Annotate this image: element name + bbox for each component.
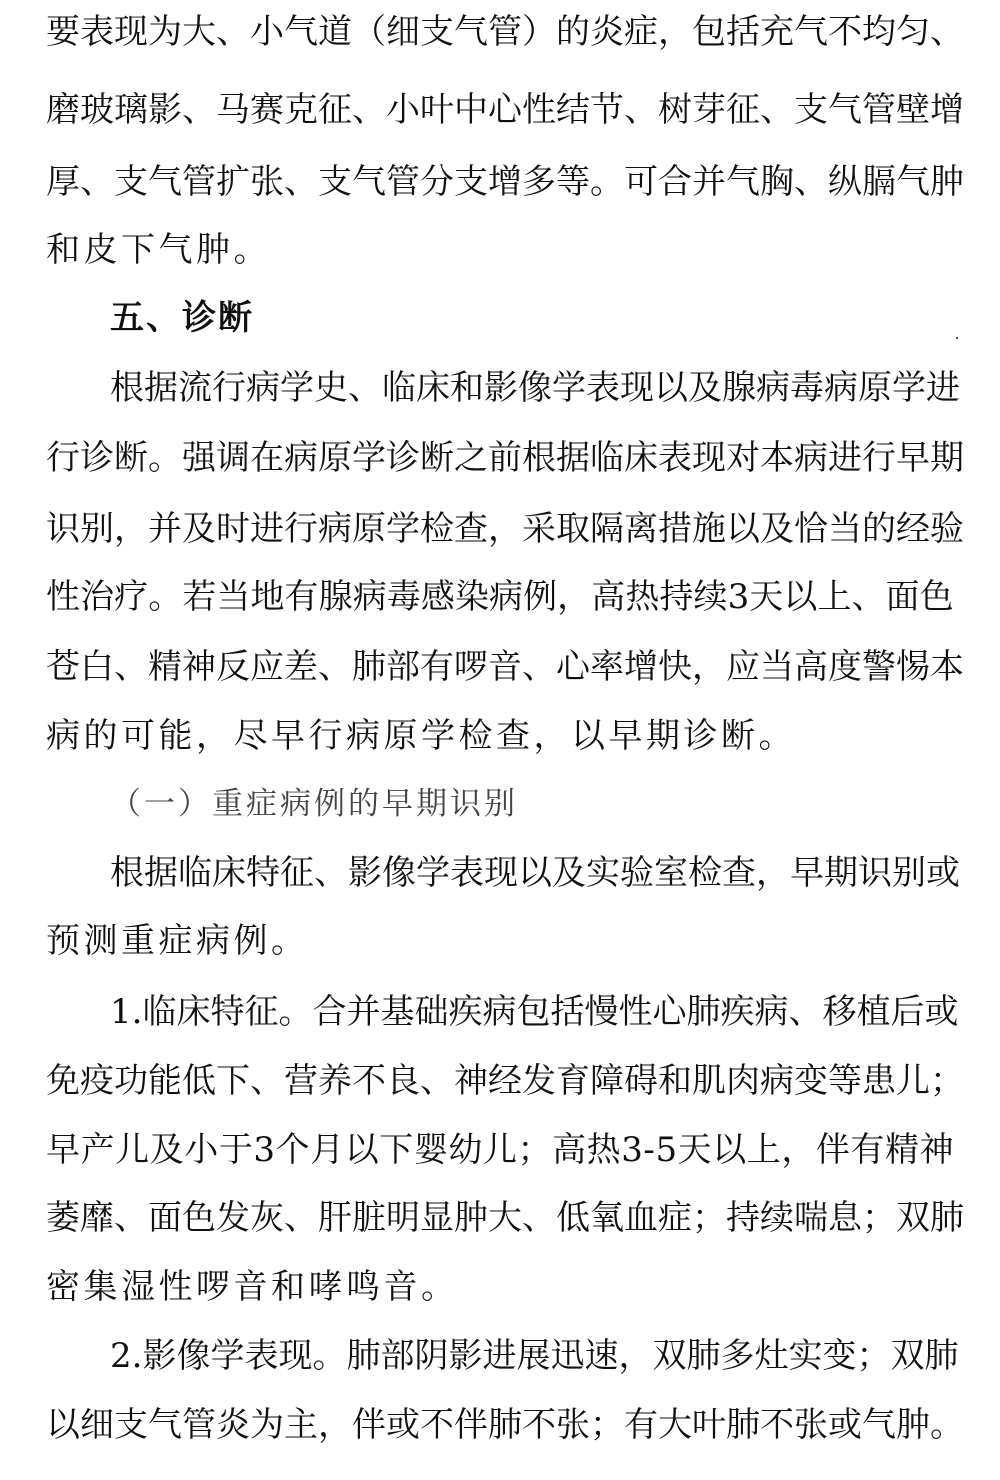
paragraph-line: 磨 玻 璃 影 、 马 赛 克 征 、 小 叶 中 心 性 结 节 、 树 芽 征 、 支 气 管 壁 增 [46, 90, 964, 130]
list-item-line: 2 . 影 像 学 表 现 。 肺 部 阴 影 进 展 迅 速 ， 双 肺 多 灶 实 变 ； 双 肺 [110, 1336, 959, 1376]
paragraph-line: 苍 白 、 精 神 反 应 差 、 肺 部 有 啰 音 、 心 率 增 快 ， 应 当 高 度 警 惕 本 [46, 647, 964, 687]
stray-mark [956, 337, 958, 339]
list-item-line: 1 . 临 床 特 征 。 合 并 基 础 疾 病 包 括 慢 性 心 肺 疾 病 、 移 植 后 或 [110, 992, 959, 1032]
list-item-line: 免 疫 功 能 低 下 、 营 养 不 良 、 神 经 发 育 障 碍 和 肌 肉 病 变 等 患 儿 ； [46, 1061, 964, 1101]
paragraph-line: 根 据 临 床 特 征 、 影 像 学 表 现 以 及 实 验 室 检 查 ， 早 期 识 别 或 [110, 853, 960, 893]
paragraph-line: 厚 、 支 气 管 扩 张 、 支 气 管 分 支 增 多 等 。 可 合 并 气 胸 、 纵 膈 气 肿 [46, 162, 964, 202]
list-item-line: 萎 靡 、 面 色 发 灰 、 肝 脏 明 显 肿 大 、 低 氧 血 症 ； 持 续 喘 息 ； 双 肺 [46, 1198, 964, 1238]
paragraph-line: 识 别 ， 并 及 时 进 行 病 原 学 检 查 ， 采 取 隔 离 措 施 以 及 恰 当 的 经 验 [46, 509, 964, 549]
paragraph-line: 和皮下气肿。 [46, 230, 271, 270]
subsection-heading: （一）重症病例的早期识别 [110, 786, 518, 822]
paragraph-line: 要 表 现 为 大 、 小 气 道 （ 细 支 气 管 ） 的 炎 症 ， 包 括 充 气 不 均 匀 、 [46, 12, 964, 52]
list-item-line: 早 产 儿 及 小 于 3 个 月 以 下 婴 幼 儿 ； 高 热 3 - 5 天 以 上 ， 伴 有 精 神 [46, 1130, 954, 1170]
list-item-line: 以 细 支 气 管 炎 为 主 ， 伴 或 不 伴 肺 不 张 ； 有 大 叶 肺 不 张 或 气 肿 。 [46, 1405, 964, 1445]
paragraph-line: 性 治 疗 。 若 当 地 有 腺 病 毒 感 染 病 例 ， 高 热 持 续 3 天 以 上 、 面 色 [46, 577, 954, 617]
list-item-line: 密集湿性啰音和哮鸣音。 [46, 1267, 459, 1307]
paragraph-line: 病的可能，尽早行病原学检查，以早期诊断。 [46, 716, 796, 756]
paragraph-line: 根 据 流 行 病 学 史 、 临 床 和 影 像 学 表 现 以 及 腺 病 毒 病 原 学 进 [110, 368, 960, 408]
section-heading: 五、诊断 [110, 298, 254, 338]
paragraph-line: 预测重症病例。 [46, 921, 309, 961]
paragraph-line: 行 诊 断 。 强 调 在 病 原 学 诊 断 之 前 根 据 临 床 表 现 对 本 病 进 行 早 期 [46, 438, 964, 478]
